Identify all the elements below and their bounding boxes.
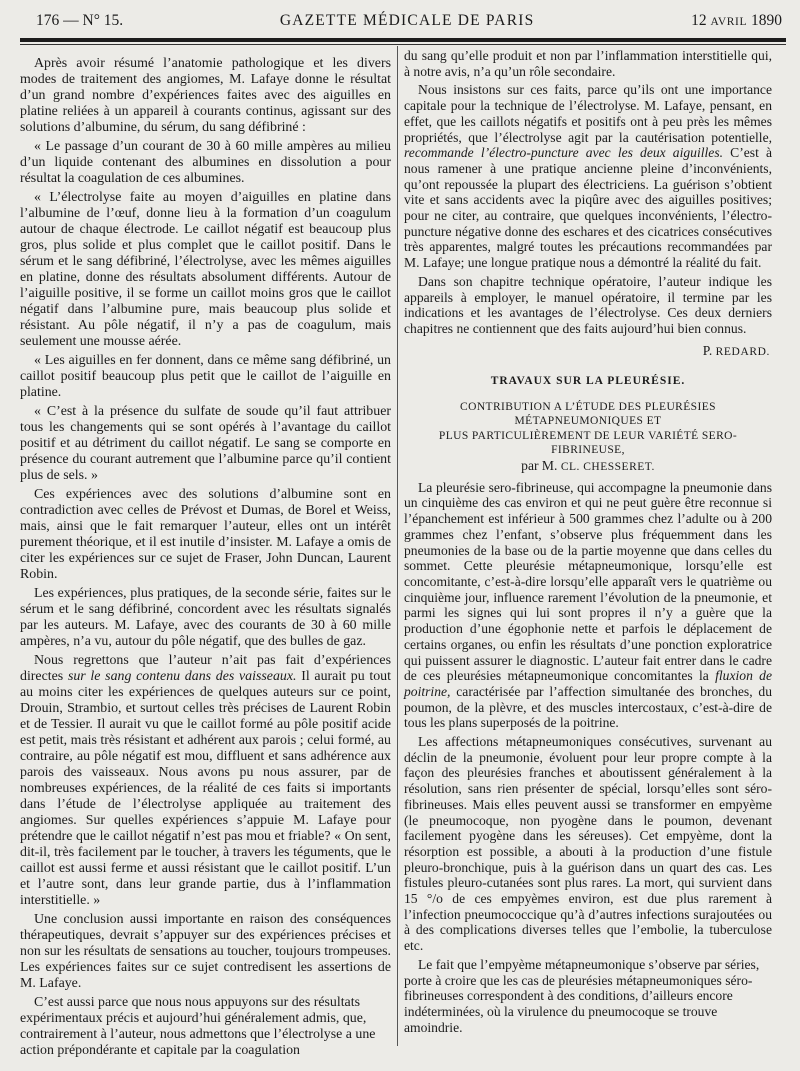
header-rule-thin xyxy=(20,44,786,45)
paragraph: Dans son chapitre technique opératoire, l’auteur indique les appareils à employer, le manuel opératoire, il termine par les indications et les avantages de l’électrolyse. Ces deux derniers chapitres ne contiennent que des faits aujourd’hui bien connus. xyxy=(404,273,772,336)
quote-paragraph: « C’est à la présence du sulfate de soude qu’il faut attribuer tous les changements qui se sont opérés à l’avantage du caillot positif et au détriment du caillot négatif. Le sang se comporte en présence du courant autrement que l’albumine parce qu’il contient plus de sels. » xyxy=(20,404,391,483)
article-subtitle: CONTRIBUTION A L’ÉTUDE DES PLEURÉSIES MÉTAPNEUMONIQUES ET xyxy=(460,401,716,428)
quote-paragraph: « L’électrolyse faite au moyen d’aiguilles en platine dans l’albumine de l’œuf, donne lieu à la formation d’un coagulum autour de chaque électrode. Le caillot négatif est beaucoup plus gros, plus solide et plus complet que le caillot positif. Dans le sérum et le sang défibriné, l’électrolyse, avec les mêmes aiguilles en platine, donne des résultats absolument différents. Autour de l’aiguille positive, il se forme un caillot moins gros que le caillot négatif dans l’albumine pure, mais beaucoup plus solide et résistant. Au pôle négatif, il n’y a pas de coagulum, mais seulement une mousse aérée. xyxy=(20,190,391,349)
paragraph: Les expériences, plus pratiques, de la seconde série, faites sur le sérum et le sang défibriné, concordent avec les résultats signalés par les auteurs. M. Lafaye, avec des courants de 30 à 60 mille ampères, n’a vu, autour du pôle négatif, que des bulles de gaz. xyxy=(20,586,391,649)
article-subtitle: PLUS PARTICULIÈREMENT DE LEUR VARIÉTÉ SERO-FIBRINEUSE, xyxy=(438,430,738,457)
section-title: TRAVAUX SUR LA PLEURÉSIE. xyxy=(490,375,686,388)
paragraph: Nous regrettons que l’auteur n’ait pas fait d’expériences directes sur le sang contenu dans des vaisseaux. Il aurait pu tout au moins citer les expériences de quelques auteurs sur ce point, Drouin, Strambio, et surtout celles très précises de Laurent Robin et de Tessier. Il aurait vu que le caillot formé au pôle positif acide est petit, mais très résistant et adhérent aux parois ; celui formé, au contraire, au pôle négatif est mou, diffluent et sans adhérence aux parois des vaisseaux. Nous avons pu nous assurer, par de nombreuses expériences, de la réalité de ces faits si importants dans l’étude de l’électrolyse appliquée au traitement des angiomes. Sur quelles expériences s’appuie M. Lafaye pour prétendre que le caillot négatif n’est pas mou et friable? « On sent, dit-il, très facilement par le toucher, à travers les téguments, que le caillot est aussi ferme et aussi résistant que le caillot positif. L’un et l’autre sont, dans leur grande partie, dus à l’inflammation interstitielle. » xyxy=(20,653,391,908)
quote-paragraph: « Les aiguilles en fer donnent, dans ce même sang défibriné, un caillot positif beaucoup plus petit que le caillot de l’aiguille en platine. xyxy=(20,353,391,400)
paragraph: Les affections métapneumoniques consécutives, survenant au déclin de la pneumonie, évoluent pour leur propre compte à la façon des pleurésies franches et aboutissent généralement à la résolution, sans rien présenter de spécial, lorsqu’elles sont séro-fibrineuses. Mais elles peuvent aussi se transformer en empyème (le pneumocoque, non pyogène dans le poumon, devenant facilement pyogène dans les séreuses). Cet empyème, dont la résorption est possible, a abouti à la production d’une fistule pleuro-bronchique, puis à la guérison dans un quart des cas. Les fistules pleuro-cutanées sont plus rares. La mort, qui survient dans 15 °/o de ces empyèmes environ, est due plus rarement à l’infection pneumococcique qu’à d’autres infections surajoutées ou à des complications diverses telles que l’embolie, la tuberculose etc. xyxy=(404,734,772,954)
paragraph: Ces expériences avec des solutions d’albumine sont en contradiction avec celles de Prévost et Dumas, de Borel et Weiss, mais, ainsi que le fait remarquer l’auteur, elles ont un intérêt purement théorique, et il est inutile d’insister. M. Lafaye a omis de citer les expériences sur ce sujet de Fraser, John Duncan, Laurent Robin. xyxy=(20,487,391,582)
paragraph: Le fait que l’empyème métapneumonique s’observe par séries, porte à croire que les cas de pleurésies métapneumoniques séro-fibrineuses correspondent à des conditions, d’ailleurs encore indéterminées, où la virulence du pneumocoque se trouve amoindrie. xyxy=(404,956,760,1035)
page-header xyxy=(36,12,782,34)
italic-phrase: sur le sang contenu dans des vaisseaux. xyxy=(67,669,297,684)
italic-phrase: recommande l’électro-puncture avec les deux aiguilles. xyxy=(404,145,724,161)
paragraph: C’est aussi parce que nous nous appuyons sur des résultats expérimentaux précis et aujourd’hui généralement admis, que, contrairement à l’auteur, nous admettons que l’électrolyse a une action prépondérante et capitale par la coagulation xyxy=(20,995,376,1058)
right-column xyxy=(404,48,772,1038)
journal-title: GAZETTE MÉDICALE DE PARIS xyxy=(279,12,535,29)
signature: P. REDARD. xyxy=(702,342,770,358)
header-rule-thick xyxy=(20,38,786,42)
paragraph: du sang qu’elle produit et non par l’inflammation interstitielle qui, à notre avis, n’a qu’un rôle secondaire. xyxy=(404,48,772,79)
paragraph: Une conclusion aussi importante en raison des conséquences thérapeutiques, devrait s’appuyer sur des expériences précises et non sur les résultats de sensations au toucher, toujours trompeuses. Les expériences faites sur ce sujet contredisent les assertions de M. Lafaye. xyxy=(20,912,391,991)
italic-phrase: fluxion de poitrine, xyxy=(404,668,772,699)
quote-paragraph: « Le passage d’un courant de 30 à 60 mille ampères au milieu d’un liquide contenant des albumines en dissolution a pour résultat la coagulation de ces albumines. xyxy=(20,139,391,186)
column-divider xyxy=(397,46,398,1046)
paragraph: Après avoir résumé l’anatomie pathologique et les divers modes de traitement des angiomes, M. Lafaye donne le résultat d’un grand nombre d’expériences faites avec des aiguilles en platine reliées à un appareil à courants continus, agissant sur des solutions d’albumine, du sérum, du sang défibriné : xyxy=(20,56,391,135)
left-column xyxy=(20,56,391,1062)
page-number: 176 — N° 15. xyxy=(36,12,124,29)
article-author: par M. CL. CHESSERET. xyxy=(521,458,655,474)
paragraph: Nous insistons sur ces faits, parce qu’ils ont une importance capitale pour la technique de l’électrolyse. M. Lafaye, pensant, en effet, que les caillots négatifs et positifs ont à peu près les mêmes propriétés, que l’électrolyse agit par la cautérisation potentielle, recommande l’électro-puncture avec les deux aiguilles. C’est à nous ramener à une pratique ancienne pleine d’inconvénients, qu’ont repoussée la plupart des électriciens. La guérison s’obtient vite et sans accidents avec la piqûre avec des aiguilles positives; pour ne citer, au contraire, que quelques inconvénients, l’électro-puncture négative donne des eschares et des cicatrices consécutives très apparentes, malgré toutes les précautions recommandées par M. Lafaye; une longue pratique nous a démontré la réalité du fait. xyxy=(404,82,772,271)
paragraph: La pleurésie sero-fibrineuse, qui accompagne la pneumonie dans un cinquième des cas environ et qui ne peut guère être reconnue si l’épanchement est inférieur à 500 grammes chez l’adulte ou à 200 grammes chez l’enfant, s’observe plus fréquemment dans les pneumonies de la base ou de la partie moyenne que dans celles du sommet. Cette pleurésie métapneumonique, lorsqu’elle est concomitante, c’est-à-dire lorsqu’elle apparaît vers le quatrième ou cinquième jour, influence rarement l’évolution de la pneumonie, et parmi les signes qui lui sont propres il n’y a guère que la production d’une égophonie nette et parfois le déplacement de certains organes, ou enfin les résultats d’une ponction exploratrice qui puissent assurer le diagnostic. L’auteur fait entrer dans le cadre de ces pleurésies métapneumonique concomitantes la fluxion de poitrine, caractérisée par l’affection simultanée des bronches, du poumon, de la plèvre, et des muscles intercostaux, c’est-à-dire de tous les plans superposés de la poitrine. xyxy=(404,479,772,731)
issue-date: 12 AVRIL 1890 xyxy=(691,12,782,29)
